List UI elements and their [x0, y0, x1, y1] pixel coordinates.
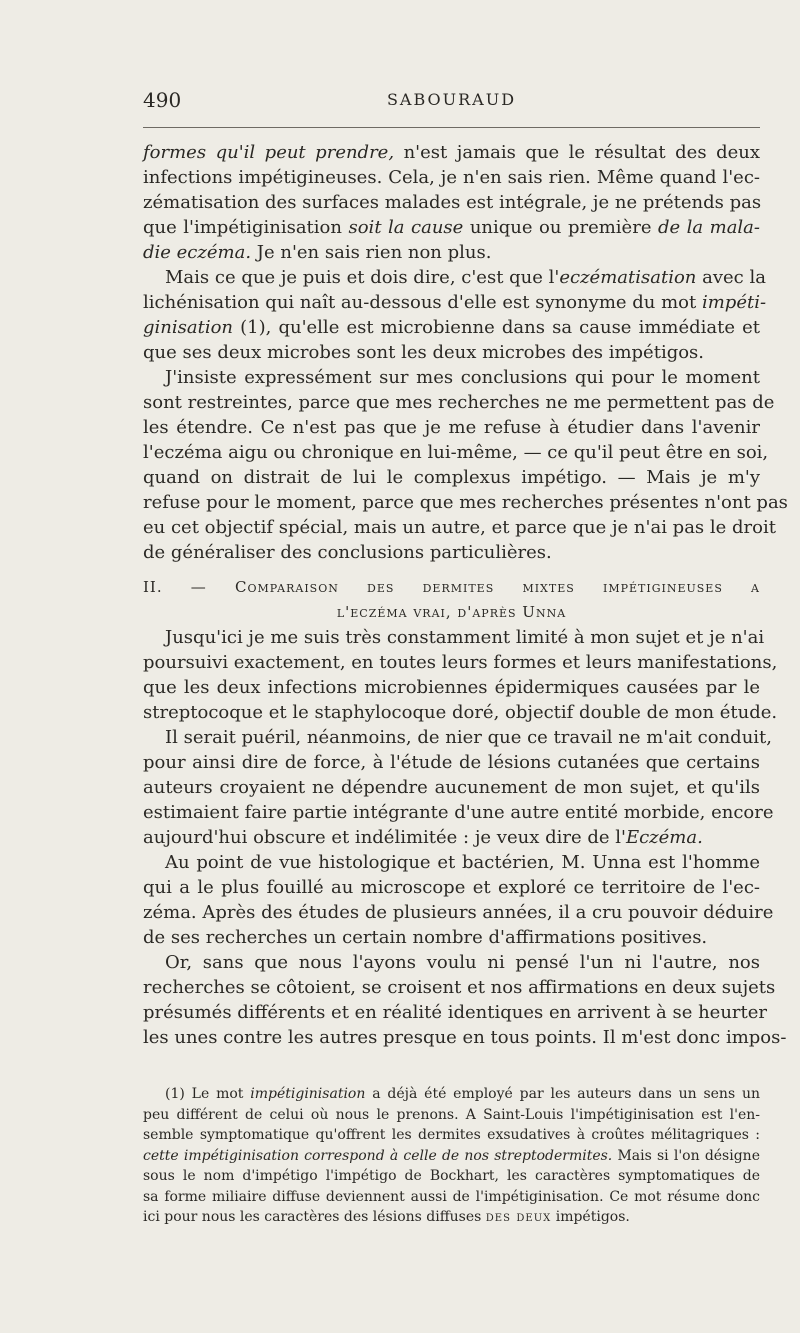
italic-text: impéti- — [701, 292, 767, 313]
paragraph-group-1 — [143, 140, 788, 565]
text-line — [143, 1187, 760, 1208]
paragraph — [143, 850, 774, 950]
italic-text: Eczéma. — [625, 827, 703, 848]
text-line — [143, 215, 760, 240]
text-run: J'insiste expressément sur mes conclusions qui pour le moment — [165, 367, 760, 388]
text-line — [143, 725, 772, 750]
text-run: unique ou première — [463, 217, 658, 238]
text-run: impétigos. — [551, 1209, 630, 1225]
text-run: Au point de vue histologique et bactérien, M. Unna est l'homme — [165, 852, 760, 873]
text-run: peu différent de celui où nous le prenons. A Saint-Louis l'impétiginisation est l'en- — [143, 1106, 760, 1123]
text-line — [143, 625, 765, 650]
text-line — [143, 165, 760, 190]
text-run: lichénisation qui naît au-dessous d'elle est synonyme du mot — [143, 292, 702, 313]
body-text — [143, 140, 788, 1050]
text-line — [143, 440, 769, 465]
paragraph — [143, 625, 778, 725]
text-run: semble symptomatique qu'offrent les dermites exsudatives à croûtes mélitagriques : — [143, 1127, 760, 1143]
text-run: infections impétigineuses. Cela, je n'en sais rien. Même quand l'ec- — [143, 167, 760, 188]
italic-text: impétiginisation — [250, 1086, 366, 1102]
italic-text: formes qu'il peut prendre, — [143, 142, 395, 163]
text-run: Mais si l'on désigne — [612, 1147, 760, 1164]
text-run: streptocoque et le staphylocoque doré, objectif double de mon étude. — [143, 702, 778, 723]
italic-text: ginisation — [143, 317, 234, 338]
text-line — [143, 290, 767, 315]
text-run: que les deux infections microbiennes épidermiques causées par le — [143, 677, 760, 698]
text-line — [143, 540, 760, 565]
text-line — [143, 800, 774, 825]
text-run: (1), qu'elle est microbienne dans sa cause immédiate et — [233, 317, 760, 338]
text-run: (1) Le mot — [165, 1086, 251, 1102]
header-rule — [143, 127, 760, 128]
text-line — [143, 265, 766, 290]
text-line — [143, 240, 760, 265]
text-run: aujourd'hui obscure et indélimitée : je veux dire de l' — [143, 827, 626, 848]
text-line — [143, 675, 760, 700]
text-line — [143, 465, 760, 490]
text-run: sa forme miliaire diffuse deviennent aussi de l'impétiginisation. Ce mot résume donc — [143, 1188, 760, 1205]
text-run: l'eczéma aigu ou chronique en lui-même, — ce qu'il peut être en soi, — [143, 442, 769, 463]
paragraph-group-2 — [143, 625, 787, 1050]
paragraph — [143, 140, 760, 265]
text-line — [143, 415, 760, 440]
text-line — [143, 925, 760, 950]
paragraph — [143, 950, 787, 1050]
section-heading — [143, 575, 760, 625]
section-heading-line-2: l'eczéma vrai, d'après Unna — [336, 603, 567, 621]
footnote — [143, 1084, 760, 1228]
text-run: poursuivi exactement, en toutes leurs formes et leurs manifestations, — [143, 652, 778, 673]
text-run: Mais ce que je puis et dois dire, c'est que l' — [165, 267, 560, 288]
text-line — [143, 825, 760, 850]
text-run: n'est jamais que le résultat des deux — [394, 142, 760, 163]
text-run: de ses recherches un certain nombre d'affirmations positives. — [143, 927, 708, 948]
text-run: les étendre. Ce n'est pas que je me refuse à étudier dans l'avenir — [143, 417, 760, 438]
text-line — [143, 190, 760, 215]
italic-text: cette impétiginisation correspond à celle de nos streptodermites. — [143, 1147, 613, 1164]
text-run: que ses deux microbes sont les deux microbes des impétigos. — [143, 342, 705, 363]
text-run: estimaient faire partie intégrante d'une autre entité morbide, encore — [143, 802, 774, 823]
text-run: sont restreintes, parce que mes recherches ne me permettent pas de — [143, 392, 775, 413]
text-run: Jusqu'ici je me suis très constamment limité à mon sujet et je n'ai — [165, 627, 765, 648]
paragraph — [143, 265, 767, 365]
paragraph — [143, 365, 788, 565]
text-line — [143, 1125, 760, 1146]
italic-text: eczématisation — [559, 267, 697, 288]
text-run: quand on distrait de lui le complexus impétigo. — Mais je m'y — [143, 467, 760, 488]
text-line — [143, 875, 760, 900]
text-run: refuse pour le moment, parce que mes recherches présentes n'ont pas — [143, 492, 788, 513]
italic-text: de la mala- — [657, 217, 760, 238]
text-run: recherches se côtoient, se croisent et nos affirmations en deux sujets — [143, 977, 776, 998]
text-line — [143, 515, 776, 540]
text-line — [143, 1084, 760, 1105]
text-line — [143, 1105, 760, 1126]
running-head: SABOURAUD — [386, 90, 517, 109]
text-run: Il serait puéril, néanmoins, de nier que ce travail ne m'ait conduit, — [165, 727, 772, 748]
page-header — [143, 88, 760, 118]
text-line — [143, 1207, 760, 1228]
text-line — [143, 315, 760, 340]
text-line — [143, 340, 760, 365]
section-heading-line-1: II. — Comparaison des dermites mixtes impétigineuses a — [143, 578, 760, 596]
text-run: sous le nom d'impétigo l'impétigo de Bockhart, les caractères symptomatiques de — [143, 1168, 760, 1184]
text-line — [143, 490, 788, 515]
text-line — [143, 850, 760, 875]
text-run: pour ainsi dire de force, à l'étude de lésions cutanées que certains — [143, 752, 760, 773]
text-line — [143, 140, 760, 165]
text-line — [143, 950, 760, 975]
text-line — [143, 700, 778, 725]
text-line — [143, 750, 760, 775]
italic-text: soit la cause — [348, 217, 464, 238]
text-run: les unes contre les autres presque en tous points. Il m'est donc impos- — [143, 1027, 787, 1048]
text-run: Je n'en sais rien non plus. — [251, 242, 492, 263]
text-run: des deux — [485, 1209, 552, 1225]
text-run: auteurs croyaient ne dépendre aucunement de mon sujet, et qu'ils — [143, 777, 760, 798]
paragraph — [143, 725, 774, 850]
text-run: avec la — [696, 267, 766, 288]
text-run: eu cet objectif spécial, mais un autre, et parce que je n'ai pas le droit — [143, 517, 776, 538]
text-line — [143, 650, 778, 675]
text-run: que l'impétiginisation — [143, 217, 349, 238]
italic-text: die eczéma. — [143, 242, 252, 263]
text-line — [143, 900, 774, 925]
text-line — [143, 365, 760, 390]
text-run: de généraliser des conclusions particulières. — [143, 542, 552, 563]
text-line — [143, 1146, 760, 1167]
text-run: ici pour nous les caractères des lésions diffuses — [143, 1209, 486, 1225]
text-line — [143, 1000, 768, 1025]
text-run: a déjà été employé par les auteurs dans un sens un — [365, 1086, 761, 1102]
text-line — [143, 1025, 787, 1050]
page-number: 490 — [143, 88, 182, 112]
text-run: présumés différents et en réalité identiques en arrivent à se heurter — [143, 1002, 768, 1023]
text-line — [143, 975, 776, 1000]
text-line — [143, 775, 760, 800]
text-run: zéma. Après des études de plusieurs années, il a cru pouvoir déduire — [143, 902, 774, 923]
text-run: zématisation des surfaces malades est intégrale, je ne prétends pas — [143, 192, 762, 213]
text-run: Or, sans que nous l'ayons voulu ni pensé l'un ni l'autre, nos — [165, 952, 760, 973]
text-run: qui a le plus fouillé au microscope et exploré ce territoire de l'ec- — [143, 877, 760, 898]
text-line — [143, 390, 775, 415]
text-line — [143, 1166, 760, 1187]
